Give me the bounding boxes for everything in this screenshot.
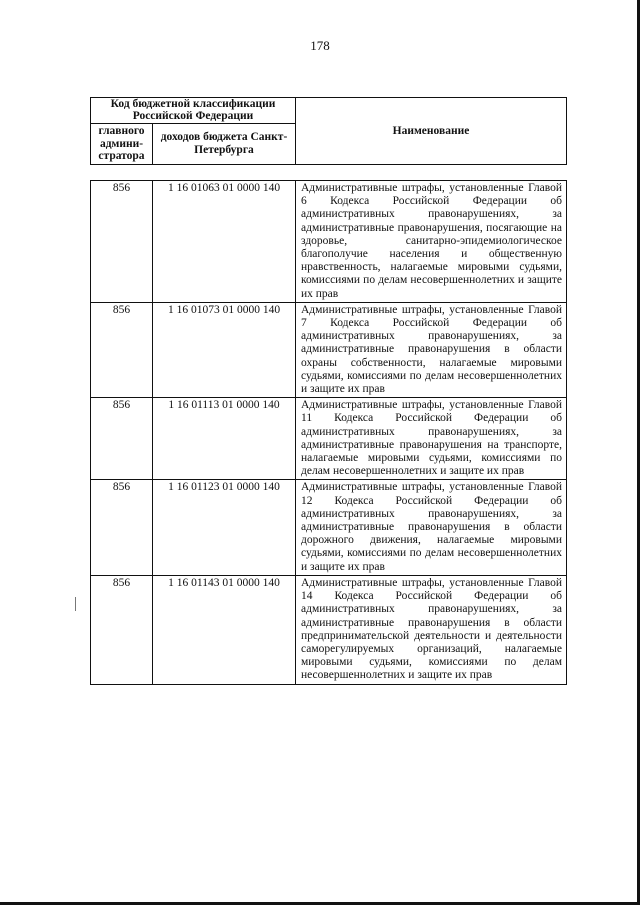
admin-code-cell: 856: [91, 302, 153, 397]
table-row: [91, 302, 567, 397]
revenue-code-column-header: доходов бюджета Санкт-Петербурга: [153, 123, 296, 164]
revenue-code-cell: 1 16 01073 01 0000 140: [153, 302, 296, 397]
name-column-header: Наименование: [296, 98, 567, 165]
revenue-name-cell: Административные штрафы, установленные Главой 12 Кодекса Российской Федерации об административных правонарушениях, за административные правонарушения в области дорожного движения, налагаемые мировыми судьями, комиссиями по делам несовершеннолетних и защите их прав: [296, 480, 567, 575]
revenue-table: [90, 180, 567, 685]
revenue-name-cell: Административные штрафы, установленные Главой 7 Кодекса Российской Федерации об административных правонарушениях, за административные правонарушения в области охраны собственности, налагаемые мировыми судьями, комиссиями по делам несовершеннолетних и защите их прав: [296, 302, 567, 397]
admin-code-cell: 856: [91, 398, 153, 480]
table-header: [90, 97, 567, 165]
revenue-name-cell: Административные штрафы, установленные Главой 6 Кодекса Российской Федерации об административных правонарушениях, за административные правонарушения, посягающие на здоровье, санитарно-эпидемиологическое благополучие населения и общественную нравственность, налагаемые мировыми судьями, комиссиями по делам несовершеннолетних и защите их прав: [296, 181, 567, 303]
admin-code-cell: 856: [91, 480, 153, 575]
table-row: [91, 398, 567, 480]
revenue-code-cell: 1 16 01113 01 0000 140: [153, 398, 296, 480]
revenue-code-cell: 1 16 01143 01 0000 140: [153, 575, 296, 684]
revenue-code-cell: 1 16 01123 01 0000 140: [153, 480, 296, 575]
table-row: [91, 181, 567, 303]
revenue-name-cell: Административные штрафы, установленные Главой 11 Кодекса Российской Федерации об административных правонарушениях, за административные правонарушения на транспорте, налагаемые мировыми судьями, комиссиями по делам несовершеннолетних и защите их прав: [296, 398, 567, 480]
page-number: 178: [310, 38, 330, 53]
admin-code-cell: 856: [91, 181, 153, 303]
table-row: [91, 575, 567, 684]
scan-mark: [75, 597, 76, 611]
revenue-code-cell: 1 16 01063 01 0000 140: [153, 181, 296, 303]
budget-classification-code-header: Код бюджетной классификации Российской Федерации: [91, 98, 296, 124]
revenue-name-cell: Административные штрафы, установленные Главой 14 Кодекса Российской Федерации об административных правонарушениях, за административные правонарушения в области предпринимательской деятельности и деятельности саморегулируемых организаций, налагаемые мировыми судьями, комиссиями по делам несовершеннолетних и защите их прав: [296, 575, 567, 684]
admin-column-header: главного админи-стратора: [91, 123, 153, 164]
table-row: [91, 480, 567, 575]
admin-code-cell: 856: [91, 575, 153, 684]
